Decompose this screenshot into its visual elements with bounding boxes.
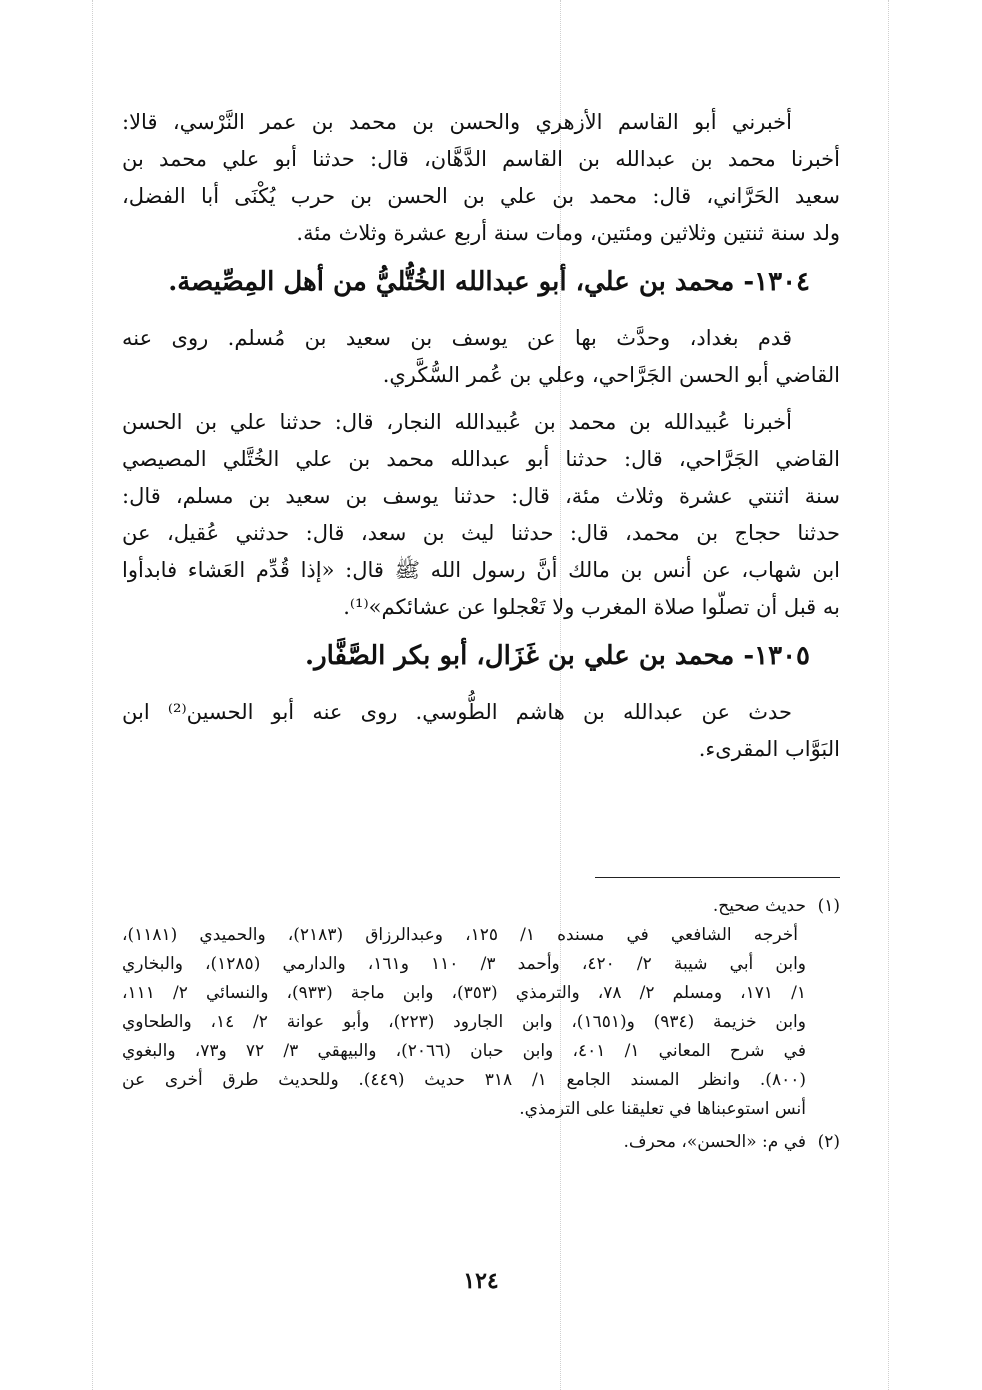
- footnote-body: [122, 1128, 806, 1157]
- footnote-2: [122, 1128, 840, 1157]
- footnote-line: وابن خزيمة (٩٣٤) و(١٦٥١)، وابن الجارود (٢٢٣)، وأبو عوانة ٢/ ١٤، والطحاوي: [122, 1012, 806, 1032]
- footnote-line: (٨٠٠). وانظر المسند الجامع ١/ ٣١٨ حديث (٤٤٩). وللحديث طرق أخرى عن: [122, 1070, 806, 1090]
- text-line: به قبل أن تصلّوا صلاة المغرب ولا تَعْجلوا عن عشائكم»⁽¹⁾.: [343, 595, 840, 619]
- footnote-separator: [595, 877, 840, 878]
- footnote-line: أخرجه الشافعي في مسنده ١/ ١٢٥، وعبدالرزاق (٢١٨٣)، والحميدي (١١٨١)،: [122, 925, 798, 945]
- entry-heading-1304: ١٣٠٤- محمد بن علي، أبو عبدالله الخُتُّليُّ من أهل المِصِّيصة.: [168, 267, 810, 297]
- text-line: القاضي أبو الحسن الجَرَّاحي، وعلي بن عُمر السُّكَّري.: [382, 363, 840, 387]
- footnote-line: في شرح المعاني ١/ ٤٠١، وابن حبان (٢٠٦٦)، والبيهقي ٣/ ٧٢ و٧٣، والبغوي: [122, 1041, 806, 1061]
- text-line: أخبرنا محمد بن عبدالله بن القاسم الدَّهَّان، قال: حدثنا أبو علي محمد بن: [122, 147, 840, 171]
- footnote-line: وابن أبي شيبة ٢/ ٤٢٠، وأحمد ٣/ ١١٠ و١٦١، والدارمي (١٢٨٥)، والبخاري: [122, 954, 807, 974]
- footnote-line: ١/ ١٧١، ومسلم ٢/ ٧٨، والترمذي (٣٥٣)، وابن ماجة (٩٣٣)، والنسائي ٢/ ١١١،: [122, 983, 806, 1003]
- paragraph-1: [122, 104, 840, 252]
- paragraph-3: [122, 404, 840, 626]
- footnote-number: (١): [817, 896, 840, 916]
- text-line: حدثنا حجاج بن محمد، قال: حدثنا ليث بن سعد، قال: حدثني عُقيل، عن: [122, 521, 840, 545]
- paragraph-4: [122, 694, 840, 768]
- paragraph-2: [122, 320, 840, 394]
- scan-guide-left: [92, 0, 93, 1390]
- footnote-line: حديث صحيح.: [712, 896, 806, 916]
- scan-guide-right: [888, 0, 889, 1390]
- text-line: حدث عن عبدالله بن هاشم الطُّوسي. روى عنه أبو الحسين⁽²⁾ ابن: [122, 700, 793, 724]
- footnote-line: أنس استوعبناها في تعليقنا على الترمذي.: [519, 1099, 806, 1119]
- text-line: ابن شهاب، عن أنس بن مالك أنَّ رسول الله ﷺ قال: «إذا قُدِّم العَشاء فابدأوا: [122, 558, 840, 582]
- footnote-line: في م: «الحسن»، محرف.: [623, 1132, 806, 1152]
- text-line: أخبرني أبو القاسم الأزهري والحسن بن محمد بن عمر النَّرْسي، قالا:: [122, 110, 792, 134]
- text-line: سعيد الحَرَّاني، قال: محمد بن علي بن الحسن بن حرب يُكْنَى أبا الفضل،: [122, 184, 840, 208]
- footnote-body: [122, 892, 806, 1124]
- text-line: سنة اثنتي عشرة وثلاث مئة، قال: حدثنا يوسف بن سعيد بن مسلم، قال:: [122, 484, 840, 508]
- entry-heading-1305: ١٣٠٥- محمد بن علي بن غَزَال، أبو بكر الصَّفَّار.: [305, 641, 810, 671]
- footnote-number: (٢): [817, 1132, 840, 1152]
- text-line: القاضي الجَرَّاحي، قال: حدثنا أبو عبدالله محمد بن علي الخُتَّلي المصيصي: [122, 447, 840, 471]
- text-line: أخبرنا عُبيدالله بن محمد بن عُبيدالله النجار، قال: حدثنا علي بن الحسن: [122, 410, 792, 434]
- page-number: ١٢٤: [463, 1268, 499, 1294]
- text-line: ولد سنة ثنتين وثلاثين ومئتين، ومات سنة أربع عشرة وثلاث مئة.: [296, 221, 840, 245]
- text-line: البَوَّاب المقرىء.: [698, 737, 840, 761]
- document-page: [122, 92, 840, 1332]
- text-line: قدم بغداد، وحدَّث بها عن يوسف بن سعيد بن مُسلم. روى عنه: [122, 326, 792, 350]
- footnote-1: [122, 892, 840, 1124]
- footnotes: [122, 892, 840, 1157]
